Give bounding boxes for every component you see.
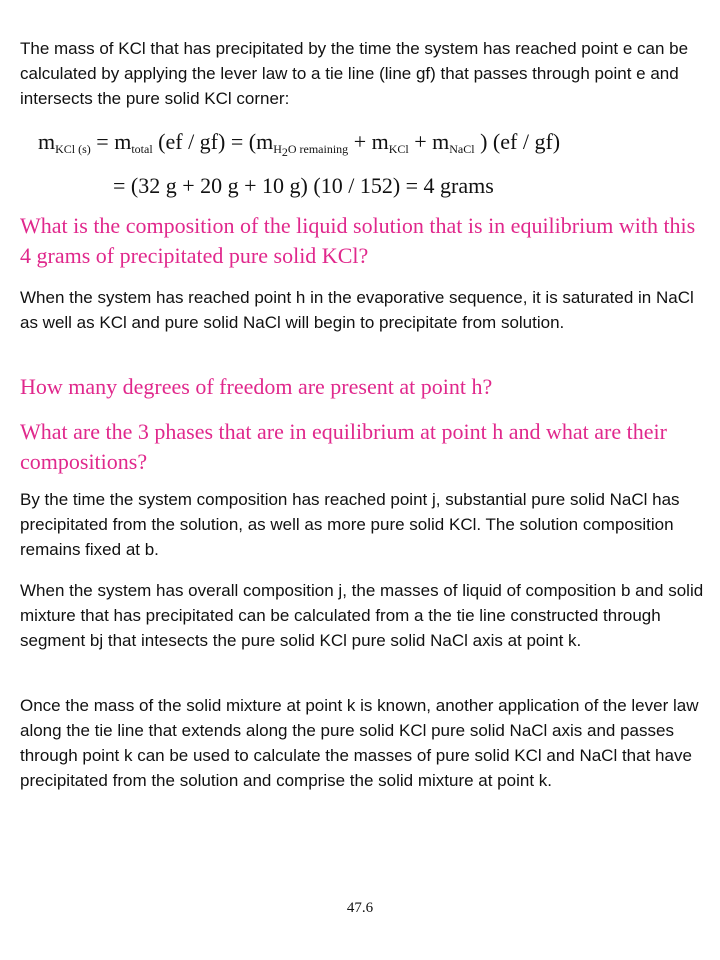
point-h-paragraph: When the system has reached point h in the evaporative sequence, it is saturated in NaCl as well as KCl and pure solid NaCl will begin to precipitate from solution. bbox=[20, 288, 694, 332]
eq-m: m bbox=[38, 129, 56, 154]
question-three-phases: What are the 3 phases that are in equilibrium at point h and what are their compositions? bbox=[20, 419, 667, 474]
eq-plus2: + m bbox=[408, 129, 450, 154]
calculation-equation: = (32 g + 20 g + 10 g) (10 / 152) = 4 grams bbox=[113, 173, 494, 198]
eq-equals-mtotal: = m bbox=[90, 129, 132, 154]
eq-end: ) (ef / gf) bbox=[474, 129, 561, 154]
eq-h-sub: H2O remaining bbox=[273, 142, 349, 159]
eq-plus1: + m bbox=[348, 129, 389, 154]
question-composition: What is the composition of the liquid solution that is in equilibrium with this 4 grams of precipitated pure solid KCl? bbox=[20, 213, 696, 268]
intro-paragraph: The mass of KCl that has precipitated by the time the system has reached point e can be calculated by applying the lever law to a tie line (line gf) that passes through point e and intersects the pure solid KCl corner: bbox=[20, 39, 689, 108]
point-k-paragraph: Once the mass of the solid mixture at point k is known, another application of the lever law along the tie line that extends along the pure solid KCl pure solid NaCl axis and passes through point k can be used to calculate the masses of pure solid KCl and NaCl that have precipitated from the solution and comprise the solid mixture at point k. bbox=[20, 696, 699, 790]
eq-kcl-s-sub: KCl (s) bbox=[55, 142, 91, 156]
tie-line-paragraph: When the system has overall composition j, the masses of liquid of composition b and solid mixture that has precipitated can be calculated from a the tie line constructed through segment bj that intesects the pure solid KCl pure solid NaCl axis at point k. bbox=[20, 581, 704, 650]
eq-two-sub: 2 bbox=[281, 145, 288, 159]
lever-law-equation bbox=[38, 128, 560, 166]
point-j-paragraph: By the time the system composition has reached point j, substantial pure solid NaCl has precipitated from the solution, as well as more pure solid KCl. The solution composition remains fixed at b. bbox=[20, 490, 680, 559]
eq-kcl-sub: KCl bbox=[388, 142, 409, 156]
question-degrees-of-freedom: How many degrees of freedom are present at point h? bbox=[20, 374, 493, 399]
eq-nacl-sub: NaCl bbox=[449, 142, 475, 156]
page-number: 47.6 bbox=[346, 900, 374, 916]
eq-mid: (ef / gf) = (m bbox=[152, 129, 274, 154]
eq-total-sub: total bbox=[131, 142, 153, 156]
